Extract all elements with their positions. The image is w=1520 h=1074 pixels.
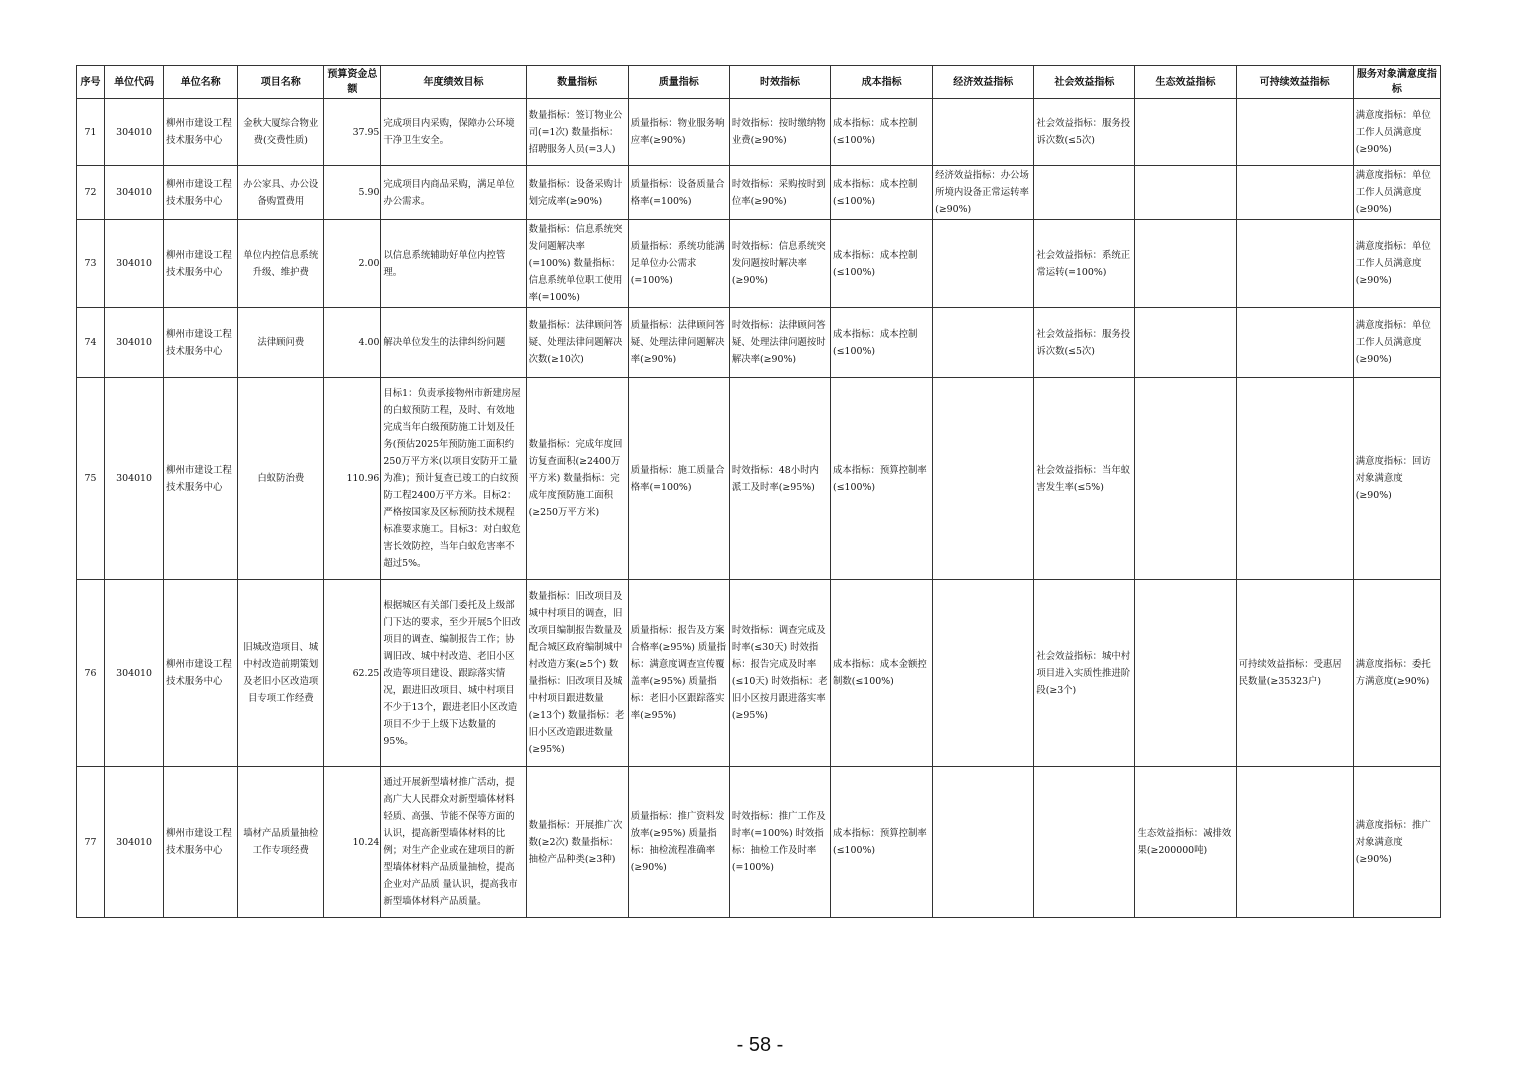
cell-unit-code: 304010 <box>105 580 164 767</box>
table-header-row <box>77 66 1441 99</box>
cell-social-benefit <box>1034 767 1135 918</box>
cell-economic-benefit <box>933 378 1034 580</box>
cell-index: 75 <box>77 378 105 580</box>
cell-quantity-indicator: 数量指标：设备采购计划完成率(≥90%) <box>526 166 628 220</box>
cell-timeliness-indicator: 时效指标：按时缴纳物业费(≥90%) <box>729 99 830 166</box>
cell-annual-goal: 完成项目内采购，保障办公环境干净卫生安全。 <box>381 99 526 166</box>
header-quality-indicator: 质量指标 <box>628 66 729 99</box>
header-unit-code: 单位代码 <box>105 66 164 99</box>
table-row <box>77 378 1441 580</box>
cell-cost-indicator: 成本指标：成本控制(≤100%) <box>831 99 933 166</box>
cell-unit-name: 柳州市建设工程技术服务中心 <box>164 767 238 918</box>
cell-budget: 2.00 <box>324 220 381 308</box>
table-row <box>77 220 1441 308</box>
cell-ecological-benefit <box>1135 378 1236 580</box>
table-body <box>77 99 1441 918</box>
cell-social-benefit: 社会效益指标：系统正常运转(=100%) <box>1034 220 1135 308</box>
header-ecological-benefit: 生态效益指标 <box>1135 66 1236 99</box>
cell-quantity-indicator: 数量指标：法律顾问答疑、处理法律问题解决次数(≥10次) <box>526 308 628 378</box>
cell-budget: 5.90 <box>324 166 381 220</box>
header-social-benefit: 社会效益指标 <box>1034 66 1135 99</box>
cell-index: 71 <box>77 99 105 166</box>
cell-unit-name: 柳州市建设工程技术服务中心 <box>164 580 238 767</box>
cell-economic-benefit <box>933 580 1034 767</box>
cell-project-name: 单位内控信息系统升级、维护费 <box>238 220 324 308</box>
cell-unit-code: 304010 <box>105 166 164 220</box>
cell-quality-indicator: 质量指标：施工质量合格率(=100%) <box>628 378 729 580</box>
cell-cost-indicator: 成本指标：成本金额控制数(≤100%) <box>831 580 933 767</box>
header-budget: 预算资金总额 <box>324 66 381 99</box>
cell-cost-indicator: 成本指标：成本控制(≤100%) <box>831 220 933 308</box>
page-number: - 58 - <box>736 1034 784 1056</box>
cell-satisfaction-indicator: 满意度指标：推广对象满意度(≥90%) <box>1353 767 1440 918</box>
cell-timeliness-indicator: 时效指标：信息系统突发问题按时解决率(≥90%) <box>729 220 830 308</box>
cell-cost-indicator: 成本指标：预算控制率(≤100%) <box>831 378 933 580</box>
cell-unit-code: 304010 <box>105 99 164 166</box>
cell-satisfaction-indicator: 满意度指标：单位工作人员满意度(≥90%) <box>1353 220 1440 308</box>
cell-cost-indicator: 成本指标：成本控制(≤100%) <box>831 308 933 378</box>
cell-annual-goal: 以信息系统辅助好单位内控管理。 <box>381 220 526 308</box>
cell-quality-indicator: 质量指标：系统功能满足单位办公需求(=100%) <box>628 220 729 308</box>
cell-unit-code: 304010 <box>105 308 164 378</box>
cell-budget: 62.25 <box>324 580 381 767</box>
cell-ecological-benefit <box>1135 580 1236 767</box>
cell-unit-name: 柳州市建设工程技术服务中心 <box>164 220 238 308</box>
table-row <box>77 166 1441 220</box>
cell-project-name: 法律顾问费 <box>238 308 324 378</box>
cell-index: 76 <box>77 580 105 767</box>
table-row <box>77 308 1441 378</box>
cell-budget: 10.24 <box>324 767 381 918</box>
cell-social-benefit <box>1034 166 1135 220</box>
cell-unit-name: 柳州市建设工程技术服务中心 <box>164 99 238 166</box>
header-timeliness-indicator: 时效指标 <box>729 66 830 99</box>
cell-project-name: 办公家具、办公设备购置费用 <box>238 166 324 220</box>
cell-timeliness-indicator: 时效指标：采购按时到位率(≥90%) <box>729 166 830 220</box>
cell-index: 77 <box>77 767 105 918</box>
cell-quality-indicator: 质量指标：物业服务响应率(≥90%) <box>628 99 729 166</box>
cell-economic-benefit <box>933 767 1034 918</box>
cell-project-name: 旧城改造项目、城中村改造前期策划及老旧小区改造项目专项工作经费 <box>238 580 324 767</box>
cell-quality-indicator: 质量指标：设备质量合格率(=100%) <box>628 166 729 220</box>
cell-annual-goal: 目标1：负责承接物州市新建房屋的白蚁预防工程，及时、有效地完成当年白级预防施工计划及任务(预估2025年预防施工面积约250万平方米(以项目安防开工量为准)；预计复查已竣工的白纹预防工程2400万平方米。目标2：严格按国家及区标预防技术规程标准要求施工。目标3：对白蚁危害长效防控，当年白蚁危害率不超过5%。 <box>381 378 526 580</box>
table-row <box>77 99 1441 166</box>
cell-quantity-indicator: 数量指标：开展推广次数(≥2次) 数量指标：抽检产品种类(≥3种) <box>526 767 628 918</box>
cell-timeliness-indicator: 时效指标：调查完成及时率(≤30天) 时效指标：报告完成及时率(≤10天) 时效指标：老旧小区按月跟进落实率(≥95%) <box>729 580 830 767</box>
header-annual-goal: 年度绩效目标 <box>381 66 526 99</box>
cell-sustainable-benefit <box>1236 378 1353 580</box>
cell-project-name: 白蚁防治费 <box>238 378 324 580</box>
cell-quantity-indicator: 数量指标：信息系统突发问题解决率(=100%) 数量指标：信息系统单位职工使用率(=100%) <box>526 220 628 308</box>
cell-annual-goal: 完成项目内商品采购，满足单位办公需求。 <box>381 166 526 220</box>
cell-timeliness-indicator: 时效指标：法律顾问答疑、处理法律问题按时解决率(≥90%) <box>729 308 830 378</box>
cell-project-name: 金秋大厦综合物业费(交费性质) <box>238 99 324 166</box>
table-row <box>77 767 1441 918</box>
cell-social-benefit: 社会效益指标：当年蚁害发生率(≤5%) <box>1034 378 1135 580</box>
cell-economic-benefit <box>933 220 1034 308</box>
cell-satisfaction-indicator: 满意度指标：单位工作人员满意度(≥90%) <box>1353 166 1440 220</box>
header-unit-name: 单位名称 <box>164 66 238 99</box>
cell-sustainable-benefit: 可持续效益指标：受惠居民数量(≥35323户) <box>1236 580 1353 767</box>
cell-sustainable-benefit <box>1236 308 1353 378</box>
cell-economic-benefit: 经济效益指标：办公场所境内设备正常运转率(≥90%) <box>933 166 1034 220</box>
performance-table <box>76 65 1441 918</box>
cell-sustainable-benefit <box>1236 99 1353 166</box>
cell-social-benefit: 社会效益指标：城中村项目进入实质性推进阶段(≥3个) <box>1034 580 1135 767</box>
cell-economic-benefit <box>933 99 1034 166</box>
cell-index: 73 <box>77 220 105 308</box>
cell-quality-indicator: 质量指标：法律顾问答疑、处理法律问题解决率(≥90%) <box>628 308 729 378</box>
cell-ecological-benefit <box>1135 99 1236 166</box>
cell-unit-code: 304010 <box>105 220 164 308</box>
cell-satisfaction-indicator: 满意度指标：回访对象满意度(≥90%) <box>1353 378 1440 580</box>
cell-unit-code: 304010 <box>105 378 164 580</box>
cell-annual-goal: 解决单位发生的法律纠纷问题 <box>381 308 526 378</box>
table-row <box>77 580 1441 767</box>
cell-ecological-benefit <box>1135 220 1236 308</box>
cell-social-benefit: 社会效益指标：服务投诉次数(≤5次) <box>1034 308 1135 378</box>
header-economic-benefit: 经济效益指标 <box>933 66 1034 99</box>
cell-budget: 110.96 <box>324 378 381 580</box>
cell-satisfaction-indicator: 满意度指标：单位工作人员满意度(≥90%) <box>1353 308 1440 378</box>
cell-timeliness-indicator: 时效指标：推广工作及时率(=100%) 时效指标：抽检工作及时率(=100%) <box>729 767 830 918</box>
cell-unit-code: 304010 <box>105 767 164 918</box>
cell-sustainable-benefit <box>1236 166 1353 220</box>
cell-cost-indicator: 成本指标：成本控制(≤100%) <box>831 166 933 220</box>
cell-ecological-benefit <box>1135 308 1236 378</box>
cell-index: 72 <box>77 166 105 220</box>
cell-quality-indicator: 质量指标：报告及方案合格率(≥95%) 质量指标：满意度调查宣传覆盖率(≥95%) 质量指标：老旧小区跟踪落实率(≥95%) <box>628 580 729 767</box>
cell-budget: 37.95 <box>324 99 381 166</box>
header-sustainable-benefit: 可持续效益指标 <box>1236 66 1353 99</box>
header-cost-indicator: 成本指标 <box>831 66 933 99</box>
header-index: 序号 <box>77 66 105 99</box>
cell-satisfaction-indicator: 满意度指标：委托方满意度(≥90%) <box>1353 580 1440 767</box>
cell-social-benefit: 社会效益指标：服务投诉次数(≤5次) <box>1034 99 1135 166</box>
cell-satisfaction-indicator: 满意度指标：单位工作人员满意度(≥90%) <box>1353 99 1440 166</box>
cell-quality-indicator: 质量指标：推广资料发放率(≥95%) 质量指标：抽检流程准确率(≥90%) <box>628 767 729 918</box>
cell-annual-goal: 根据城区有关部门委托及上级部门下达的要求，至少开展5个旧改项目的调查、编制报告工作；协调旧改、城中村改造、老旧小区改造等项目建设、跟踪落实情况，跟进旧改项目、城中村项目不少于13个，跟进老旧小区改造项目不少于上级下达数量的95%。 <box>381 580 526 767</box>
header-satisfaction-indicator: 服务对象满意度指标 <box>1353 66 1440 99</box>
cell-index: 74 <box>77 308 105 378</box>
cell-quantity-indicator: 数量指标：旧改项目及城中村项目的调查，旧改项目编制报告数量及配合城区政府编制城中村改造方案(≥5个) 数量指标：旧改项目及城中村项目跟进数量(≥13个) 数量指标：老旧小区改造跟进数量(≥95%) <box>526 580 628 767</box>
cell-quantity-indicator: 数量指标：签订物业公司(=1次) 数量指标：招聘服务人员(=3人) <box>526 99 628 166</box>
cell-economic-benefit <box>933 308 1034 378</box>
cell-cost-indicator: 成本指标：预算控制率(≤100%) <box>831 767 933 918</box>
cell-ecological-benefit <box>1135 166 1236 220</box>
cell-budget: 4.00 <box>324 308 381 378</box>
header-quantity-indicator: 数量指标 <box>526 66 628 99</box>
cell-quantity-indicator: 数量指标：完成年度回访复查面积(≥2400万平方米) 数量指标：完成年度预防施工面积(≥250万平方米) <box>526 378 628 580</box>
cell-unit-name: 柳州市建设工程技术服务中心 <box>164 378 238 580</box>
cell-sustainable-benefit <box>1236 767 1353 918</box>
cell-annual-goal: 通过开展新型墙材推广活动，提高广大人民群众对新型墙体材料轻质、高强、节能不保等方面的认识，提高新型墙体材料的比例；对生产企业或在建项目的新型墙体材料产品质量抽检，提高企业对产品质 量认识，提高我市新型墙体材料产品质量。 <box>381 767 526 918</box>
header-project-name: 项目名称 <box>238 66 324 99</box>
cell-timeliness-indicator: 时效指标：48小时内派工及时率(≥95%) <box>729 378 830 580</box>
cell-sustainable-benefit <box>1236 220 1353 308</box>
cell-project-name: 墙材产品质量抽检工作专项经费 <box>238 767 324 918</box>
cell-ecological-benefit: 生态效益指标：减排效果(≥200000吨) <box>1135 767 1236 918</box>
cell-unit-name: 柳州市建设工程技术服务中心 <box>164 308 238 378</box>
cell-unit-name: 柳州市建设工程技术服务中心 <box>164 166 238 220</box>
